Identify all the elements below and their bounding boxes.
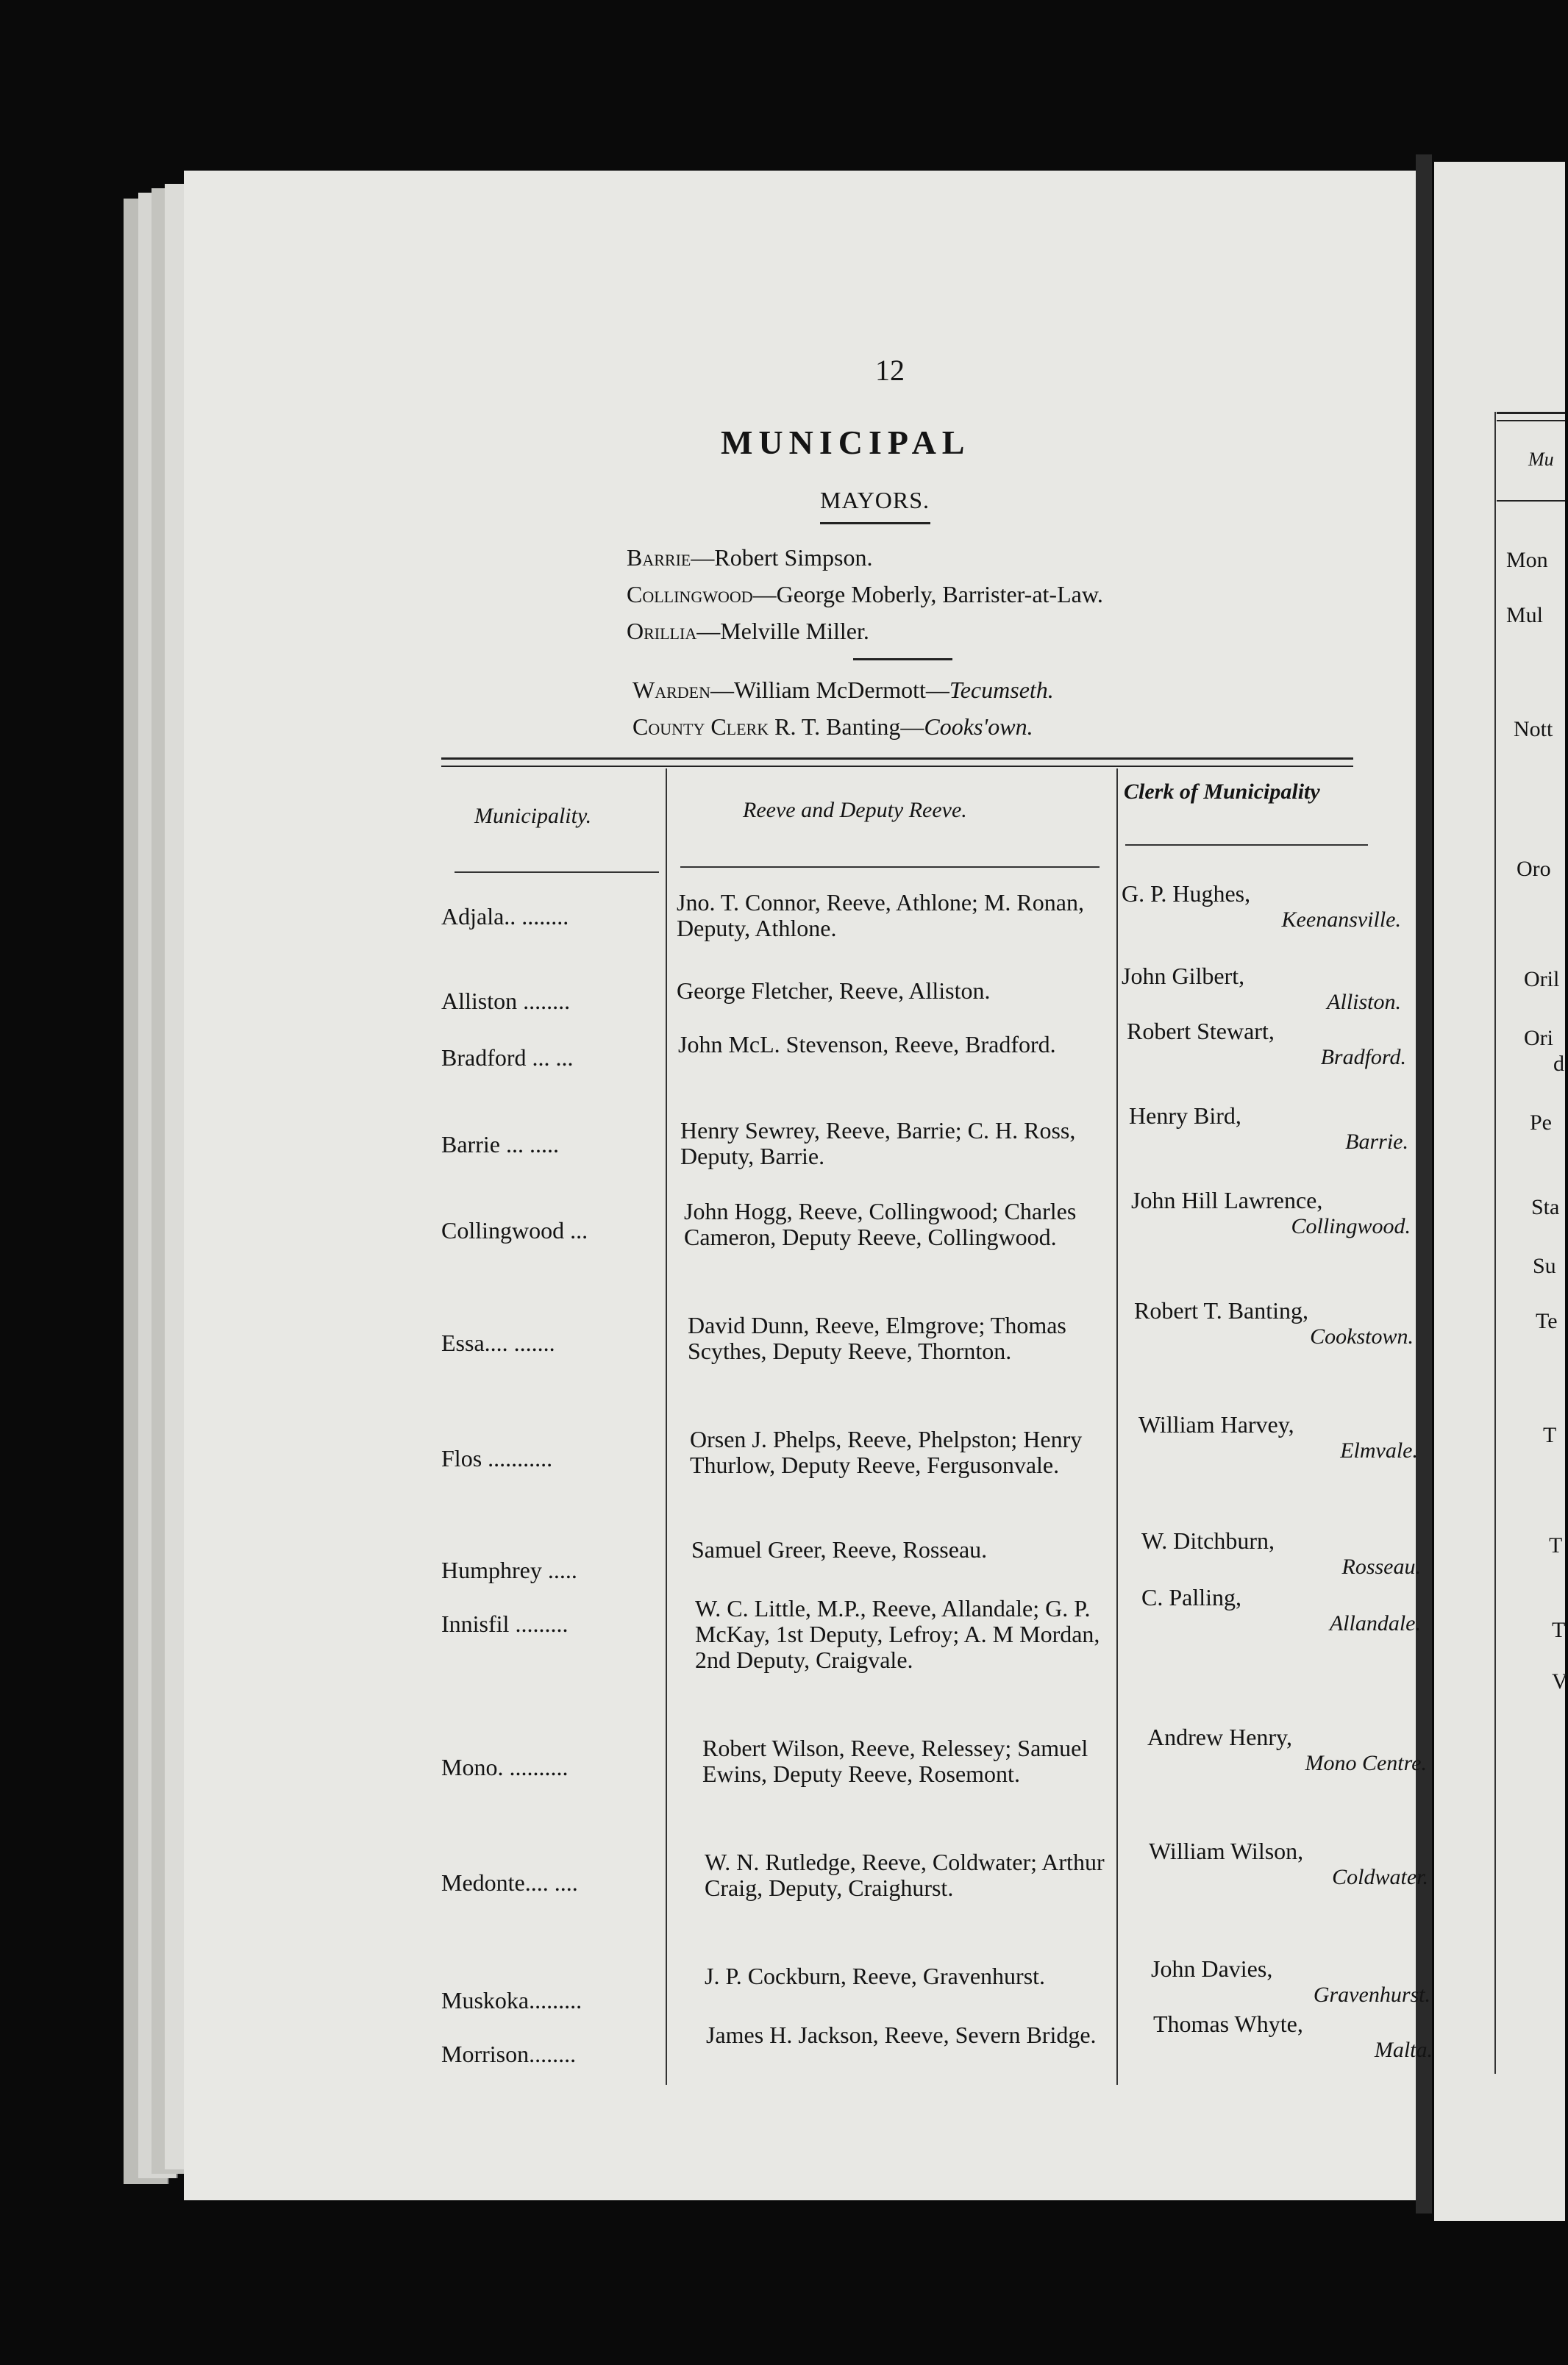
right-page-fragment: T — [1552, 1618, 1566, 1642]
table-row-reeve: W. C. Little, M.P., Reeve, Allandale; G. P. McKay, 1st Deputy, Lefroy; A. M Mordan, 2nd Deputy, Craigvale. — [695, 1595, 1100, 1673]
column-header-clerk: Clerk of Municipality — [1124, 780, 1320, 804]
table-top-rule — [441, 757, 1353, 767]
header-underline — [1125, 844, 1368, 846]
right-page-fragment: Oro — [1517, 857, 1551, 881]
warden-line — [632, 677, 1054, 704]
column-rule — [666, 768, 667, 2085]
right-page-fragment: Sta — [1531, 1195, 1560, 1219]
mayor-line — [627, 544, 872, 571]
county-clerk-name: R. T. Banting— — [769, 713, 924, 740]
right-page-rule — [1497, 500, 1565, 502]
mayor-name: —George Moberly, Barrister-at-Law. — [752, 581, 1103, 607]
table-row-clerk: W. Ditchburn, Rosseau. — [1141, 1527, 1421, 1579]
table-row-municipality: Innisfil ......... — [441, 1610, 569, 1637]
table-row-reeve: J. P. Cockburn, Reeve, Gravenhurst. — [705, 1963, 1046, 1989]
right-page-fragment: Ori — [1524, 1026, 1553, 1050]
county-clerk-label: County Clerk — [632, 713, 769, 740]
table-row-clerk: William Wilson, Coldwater. — [1149, 1838, 1428, 1889]
table-row-clerk: Robert T. Banting, Cookstown. — [1134, 1297, 1414, 1349]
table-row-clerk: Robert Stewart, Bradford. — [1127, 1018, 1406, 1069]
page-number: 12 — [875, 354, 905, 387]
right-page-fragment: T — [1549, 1533, 1563, 1558]
mayor-place: Orillia — [627, 618, 697, 644]
mayors-rule — [853, 658, 952, 660]
table-row-reeve: Orsen J. Phelps, Reeve, Phelpston; Henry Thurlow, Deputy Reeve, Fergusonvale. — [690, 1426, 1083, 1478]
right-page-fragment: Oril — [1524, 967, 1560, 991]
warden-place: Tecumseth. — [949, 677, 1054, 703]
table-row-municipality: Alliston ........ — [441, 988, 571, 1014]
table-row-clerk: Henry Bird, Barrie. — [1129, 1102, 1408, 1154]
right-page-column-rule — [1494, 412, 1496, 2074]
table-row-municipality: Morrison........ — [441, 2041, 577, 2067]
warden-label: Warden — [632, 677, 710, 703]
mayor-place: Collingwood — [627, 581, 753, 607]
mayor-place: Barrie — [627, 544, 691, 571]
subtitle-rule — [820, 522, 930, 524]
county-clerk-line — [632, 713, 1033, 741]
right-page-fragment: Su — [1533, 1254, 1556, 1278]
table-row-municipality: Mono. .......... — [441, 1754, 569, 1780]
table-row-clerk: John Gilbert, Alliston. — [1122, 963, 1401, 1014]
mayor-name: —Melville Miller. — [696, 618, 869, 644]
table-row-reeve: David Dunn, Reeve, Elmgrove; Thomas Scythes, Deputy Reeve, Thornton. — [688, 1312, 1066, 1364]
right-page — [1434, 162, 1565, 2221]
mayor-line — [627, 618, 869, 645]
table-row-reeve: John Hogg, Reeve, Collingwood; Charles Cameron, Deputy Reeve, Collingwood. — [684, 1198, 1077, 1250]
table-row-municipality: Flos ........... — [441, 1445, 553, 1472]
column-header-municipality: Municipality. — [474, 804, 592, 828]
table-row-reeve: Jno. T. Connor, Reeve, Athlone; M. Ronan, Deputy, Athlone. — [677, 889, 1084, 941]
table-row-reeve: W. N. Rutledge, Reeve, Coldwater; Arthur Craig, Deputy, Craighurst. — [705, 1849, 1105, 1901]
right-page-fragment: Te — [1536, 1309, 1558, 1333]
table-row-clerk: John Hill Lawrence, Collingwood. — [1131, 1187, 1411, 1238]
book-gutter — [1416, 154, 1432, 2214]
county-clerk-place: Cooks'own. — [924, 713, 1033, 740]
table-row-clerk: John Davies, Gravenhurst. — [1151, 1955, 1430, 2007]
table-row-clerk: Andrew Henry, Mono Centre. — [1147, 1724, 1427, 1775]
right-page-fragment: V — [1552, 1669, 1568, 1694]
mayor-line — [627, 581, 1103, 608]
table-row-municipality: Muskoka......... — [441, 1987, 582, 2013]
table-row-municipality: Humphrey ..... — [441, 1557, 577, 1583]
table-row-reeve: George Fletcher, Reeve, Alliston. — [677, 977, 991, 1004]
table-row-municipality: Bradford ... ... — [441, 1044, 574, 1071]
column-header-reeve: Reeve and Deputy Reeve. — [743, 798, 967, 822]
table-row-reeve: James H. Jackson, Reeve, Severn Bridge. — [706, 2022, 1097, 2048]
table-row-reeve: Henry Sewrey, Reeve, Barrie; C. H. Ross, Deputy, Barrie. — [680, 1117, 1076, 1169]
right-page-fragment: Mon — [1506, 548, 1548, 572]
warden-name: —William McDermott— — [710, 677, 949, 703]
table-row-reeve: Robert Wilson, Reeve, Relessey; Samuel Ewins, Deputy Reeve, Rosemont. — [702, 1735, 1088, 1787]
table-row-municipality: Barrie ... ..... — [441, 1131, 559, 1157]
header-underline — [455, 871, 659, 873]
right-page-fragment: Mu — [1528, 449, 1554, 470]
right-page-fragment: Nott — [1514, 717, 1553, 741]
table-row-municipality: Adjala.. ........ — [441, 903, 569, 930]
section-subtitle: MAYORS. — [820, 487, 930, 513]
table-row-municipality: Collingwood ... — [441, 1217, 588, 1244]
table-row-clerk: William Harvey, Elmvale. — [1138, 1411, 1418, 1463]
table-row-municipality: Essa.... ....... — [441, 1330, 555, 1356]
table-row-clerk: C. Palling, Allandale. — [1141, 1584, 1421, 1635]
mayor-name: —Robert Simpson. — [691, 544, 873, 571]
table-row-reeve: John McL. Stevenson, Reeve, Bradford. — [678, 1031, 1056, 1057]
table-row-clerk: G. P. Hughes, Keenansville. — [1122, 880, 1401, 932]
header-underline — [680, 866, 1100, 868]
table-row-clerk: Thomas Whyte, Malta. — [1153, 2011, 1433, 2062]
right-page-fragment: T — [1543, 1423, 1557, 1447]
table-row-municipality: Medonte.... .... — [441, 1869, 578, 1896]
right-page-fragment: Pe — [1530, 1110, 1552, 1135]
right-page-fragment: Mul — [1506, 603, 1544, 627]
right-page-fragment: d — [1553, 1052, 1564, 1076]
table-row-reeve: Samuel Greer, Reeve, Rosseau. — [691, 1536, 988, 1563]
page-title: MUNICIPAL — [721, 424, 971, 461]
right-page-rule — [1497, 412, 1565, 421]
